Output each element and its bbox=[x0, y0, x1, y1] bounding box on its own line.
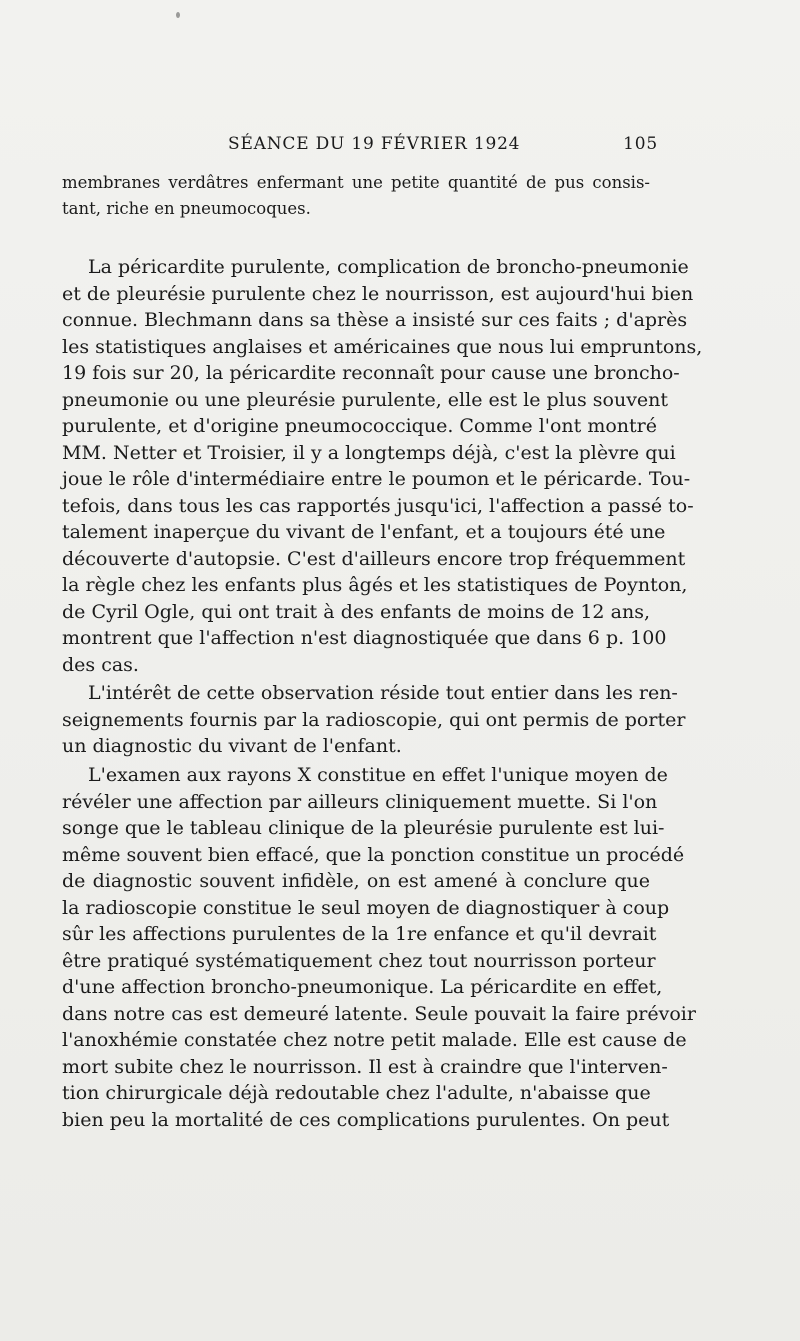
text-line: tion chirurgicale déjà redoutable chez l'adulte, n'abaisse que bbox=[62, 1082, 651, 1104]
text-line: découverte d'autopsie. C'est d'ailleurs encore trop fréquemment bbox=[62, 548, 686, 570]
text-line: être pratiqué systématiquement chez tout nourrisson porteur bbox=[62, 950, 656, 972]
text-line: La péricardite purulente, complication de broncho-pneumonie bbox=[88, 256, 689, 278]
text-line: membranes verdâtres enfermant une petite quantité de pus consis- bbox=[62, 173, 650, 192]
text-line: songe que le tableau clinique de la pleurésie purulente est lui- bbox=[62, 817, 665, 839]
text-line: L'intérêt de cette observation réside tout entier dans les ren- bbox=[88, 682, 678, 704]
text-line: L'examen aux rayons X constitue en effet l'unique moyen de bbox=[88, 764, 668, 786]
text-line: dans notre cas est demeuré latente. Seule pouvait la faire prévoir bbox=[62, 1003, 696, 1025]
text-line: sûr les affections purulentes de la 1re enfance et qu'il devrait bbox=[62, 923, 657, 945]
running-header bbox=[228, 134, 658, 158]
text-line: MM. Netter et Troisier, il y a longtemps déjà, c'est la plèvre qui bbox=[62, 442, 676, 464]
text-line: seignements fournis par la radioscopie, qui ont permis de porter bbox=[62, 709, 686, 731]
text-line: 19 fois sur 20, la péricardite reconnaît pour cause une broncho- bbox=[62, 362, 680, 384]
text-line: l'anoxhémie constatée chez notre petit malade. Elle est cause de bbox=[62, 1029, 687, 1051]
text-line: révéler une affection par ailleurs cliniquement muette. Si l'on bbox=[62, 791, 658, 813]
text-line: montrent que l'affection n'est diagnostiquée que dans 6 p. 100 bbox=[62, 627, 667, 649]
text-line: et de pleurésie purulente chez le nourrisson, est aujourd'hui bien bbox=[62, 283, 694, 305]
text-line: tefois, dans tous les cas rapportés jusqu'ici, l'affection a passé to- bbox=[62, 495, 694, 517]
text-line: les statistiques anglaises et américaines que nous lui empruntons, bbox=[62, 336, 703, 358]
text-line: tant, riche en pneumocoques. bbox=[62, 199, 311, 218]
running-title: SÉANCE DU 19 FÉVRIER 1924 bbox=[228, 134, 521, 154]
text-line: la règle chez les enfants plus âgés et les statistiques de Poynton, bbox=[62, 574, 688, 596]
text-line: bien peu la mortalité de ces complications purulentes. On peut bbox=[62, 1109, 670, 1131]
text-line: joue le rôle d'intermédiaire entre le poumon et le péricarde. Tou- bbox=[62, 468, 691, 490]
text-line: talement inaperçue du vivant de l'enfant, et a toujours été une bbox=[62, 521, 666, 543]
text-line: purulente, et d'origine pneumococcique. Comme l'ont montré bbox=[62, 415, 657, 437]
text-line: même souvent bien effacé, que la ponction constitue un procédé bbox=[62, 844, 685, 866]
page-speck bbox=[176, 12, 180, 18]
page-number: 105 bbox=[623, 134, 658, 154]
text-line: de diagnostic souvent infidèle, on est amené à conclure que bbox=[62, 870, 650, 892]
text-line: la radioscopie constitue le seul moyen de diagnostiquer à coup bbox=[62, 897, 670, 919]
text-line: pneumonie ou une pleurésie purulente, elle est le plus souvent bbox=[62, 389, 669, 411]
text-line: des cas. bbox=[62, 654, 139, 676]
text-line: connue. Blechmann dans sa thèse a insisté sur ces faits ; d'après bbox=[62, 309, 688, 331]
text-line: d'une affection broncho-pneumonique. La péricardite en effet, bbox=[62, 976, 663, 998]
text-line: un diagnostic du vivant de l'enfant. bbox=[62, 735, 402, 757]
text-line: de Cyril Ogle, qui ont trait à des enfants de moins de 12 ans, bbox=[62, 601, 650, 623]
text-line: mort subite chez le nourrisson. Il est à craindre que l'interven- bbox=[62, 1056, 668, 1078]
